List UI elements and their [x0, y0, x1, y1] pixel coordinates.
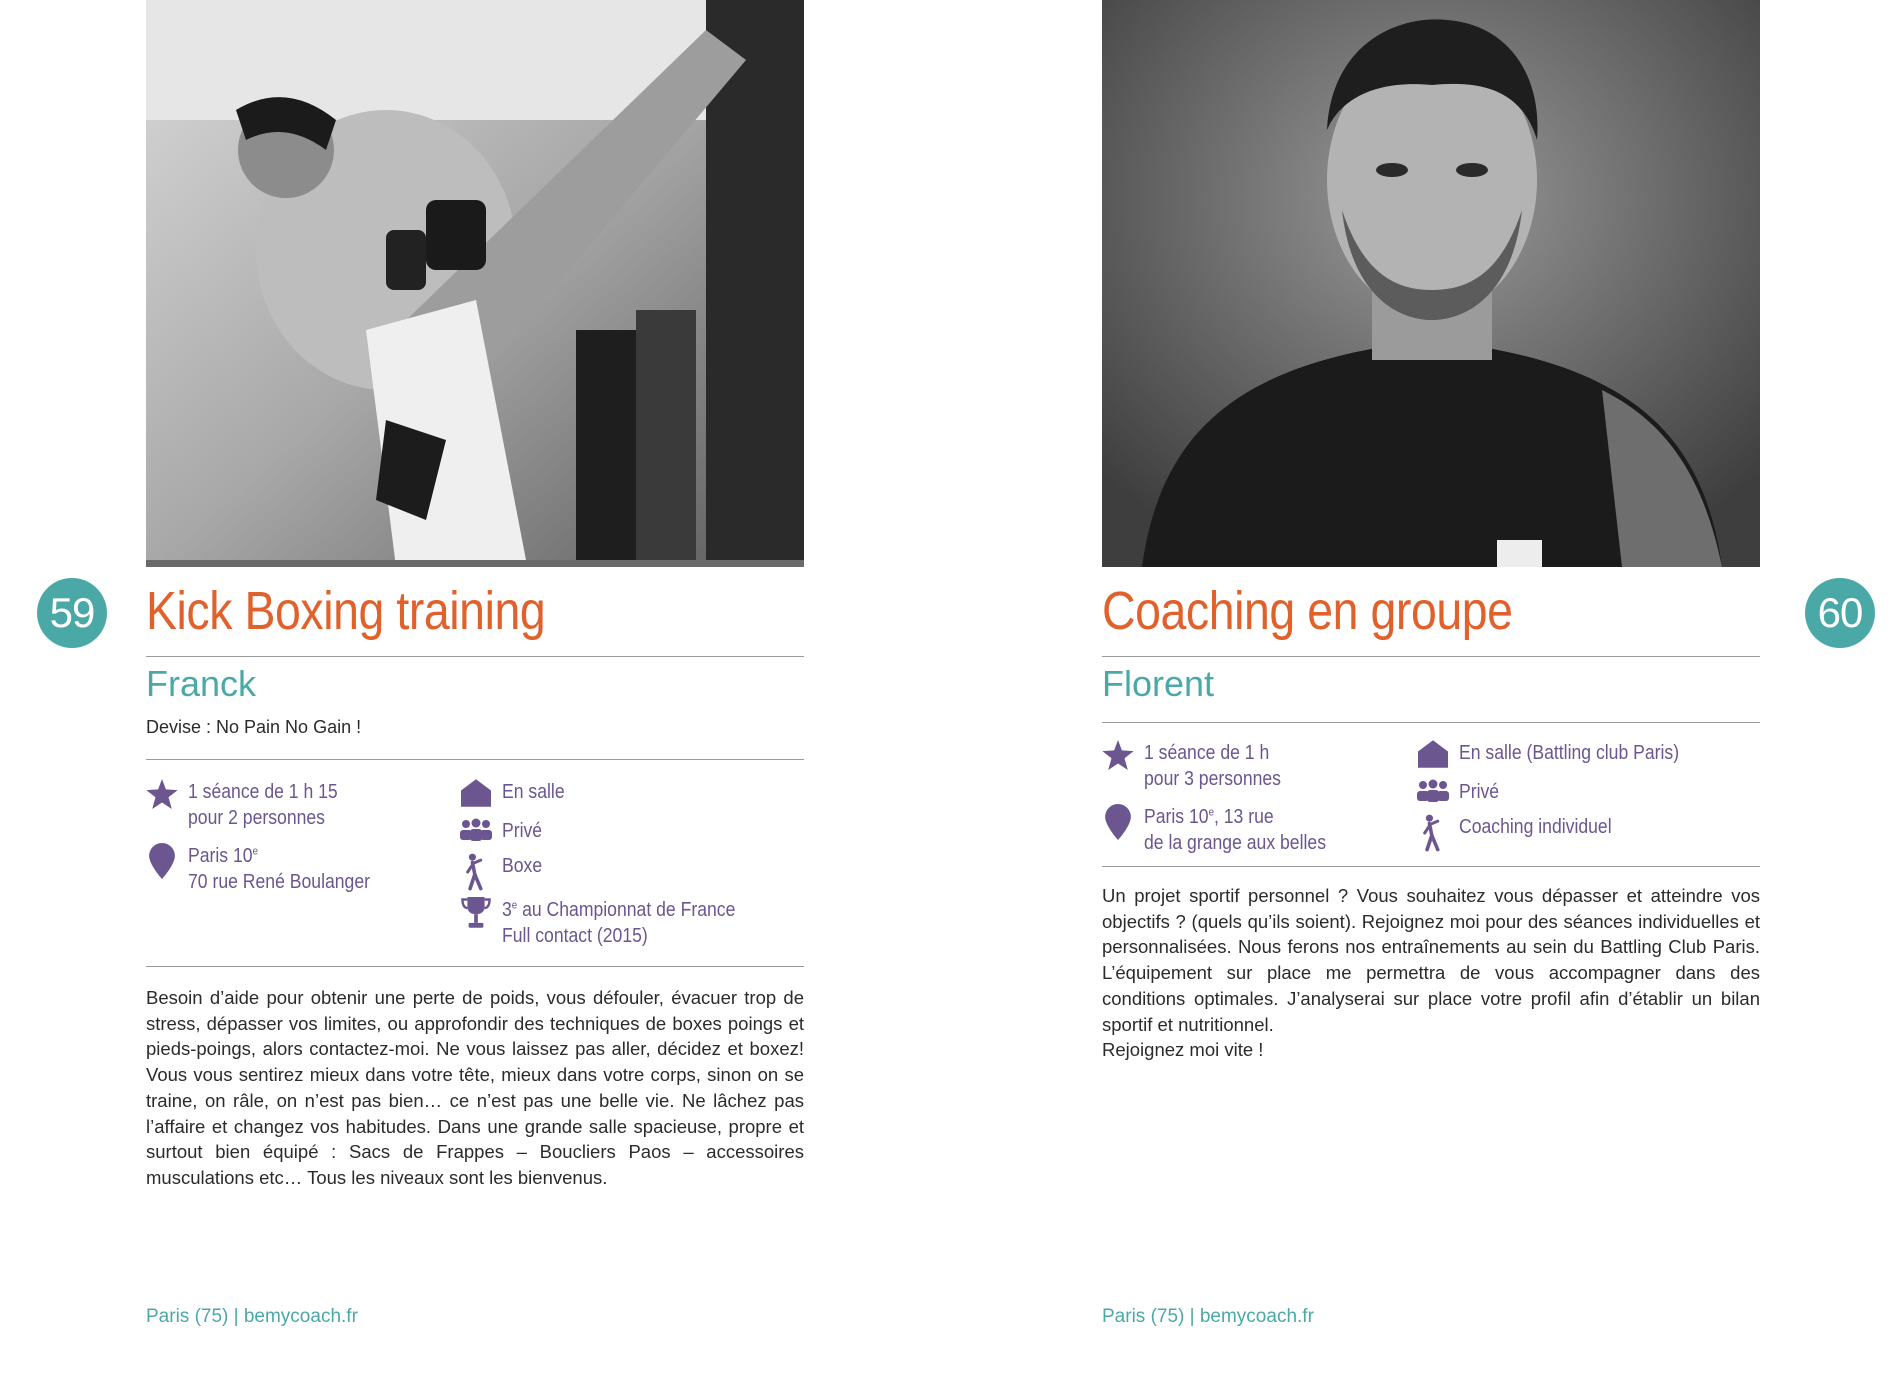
award-info: [458, 897, 767, 949]
discipline-info: [458, 853, 548, 891]
exercise-figure-icon: [458, 853, 494, 891]
location-info: [144, 843, 395, 895]
privacy-info: [458, 818, 548, 844]
location-street: 70 rue René Boulanger: [188, 871, 371, 893]
session-duration: 1 séance de 1 h: [1144, 742, 1270, 764]
venue-info: [1415, 740, 1709, 768]
award-detail: Full contact (2015): [502, 925, 648, 947]
coach-portrait-photo: [1102, 0, 1760, 567]
coach-name: Florent: [1102, 663, 1215, 704]
location-info: [1100, 804, 1351, 856]
session-info: [1100, 740, 1300, 792]
award-title: au Championnat de France: [517, 899, 736, 921]
venue-text: En salle: [502, 781, 565, 803]
title-divider: [146, 656, 804, 657]
location-city: Paris 10: [1144, 806, 1209, 828]
title-divider: [1102, 656, 1760, 657]
coach-name: Franck: [146, 663, 257, 704]
house-icon: [458, 779, 494, 807]
kick-boxing-photo: [146, 0, 804, 567]
page-number: 60: [1805, 578, 1875, 648]
session-people: pour 2 personnes: [188, 807, 325, 829]
award-rank: 3: [502, 899, 512, 921]
privacy-text: Privé: [502, 820, 543, 842]
location-street: de la grange aux belles: [1144, 832, 1327, 854]
house-icon: [1415, 740, 1451, 768]
star-icon: [1100, 740, 1136, 770]
location-superscript: e: [1208, 806, 1214, 819]
coach-motto: Devise : No Pain No Gain !: [146, 717, 362, 737]
trophy-icon: [458, 897, 494, 929]
description-text: Un projet sportif personnel ? Vous souhaitez vous dépasser et atteindre vos objectifs ? (quels qu’ils soient). Rejoignez moi pour des séances individuelles et personnalisées. Nous ferons nos entraînements au sein du Battling Club Paris. L’équipement sur place me permettra de vous accompagner dans des conditions optimales. J’analyserai sur place votre profil afin d’établir un bilan sportif et nutritionnel.: [1102, 885, 1760, 1035]
page-footer: Paris (75) | bemycoach.fr: [1102, 1306, 1314, 1327]
right-page: [945, 0, 1890, 1380]
description-paragraph: Besoin d’aide pour obtenir une perte de poids, vous défouler, évacuer trop de stress, dépasser vos limites, ou approfondir des techniques de boxes poings et pieds-poings, alors contactez-moi. Ne vous laissez pas aller, décidez et boxez! Vous vous sentirez mieux dans votre tête, mieux dans votre corps, sinon on se traine, on râle, on n’est pas bien… ce n’est pas une belle vie. Ne lâchez pas l’affaire et changez vos habitudes. Dans une grande salle spacieuse, propre et surtout bien équipé : Sacs de Frappes – Boucliers Paos – accessoires musculations etc… Tous les niveaux sont les bienvenus.: [146, 987, 804, 1188]
group-icon: [1415, 779, 1451, 803]
location-pin-icon: [1100, 804, 1136, 840]
discipline-text: Coaching individuel: [1459, 816, 1612, 838]
group-icon: [458, 818, 494, 842]
motto-divider: [146, 759, 804, 760]
page-title: Kick Boxing training: [146, 581, 546, 641]
star-icon: [144, 779, 180, 809]
location-superscript: e: [252, 845, 258, 858]
page-number: 59: [37, 578, 107, 648]
exercise-figure-icon: [1415, 814, 1451, 852]
discipline-text: Boxe: [502, 855, 543, 877]
session-duration: 1 séance de 1 h 15: [188, 781, 338, 803]
page-footer: Paris (75) | bemycoach.fr: [146, 1306, 358, 1327]
session-info: [144, 779, 358, 831]
session-people: pour 3 personnes: [1144, 768, 1281, 790]
privacy-text: Privé: [1459, 781, 1500, 803]
name-divider: [1102, 722, 1760, 723]
location-street-number: , 13 rue: [1213, 806, 1274, 828]
privacy-info: [1415, 779, 1505, 805]
venue-info: [458, 779, 573, 807]
award-superscript: e: [511, 899, 518, 912]
description-paragraph: [1102, 883, 1760, 1063]
discipline-info: [1415, 814, 1632, 852]
page-title: Coaching en groupe: [1102, 581, 1513, 641]
info-divider: [146, 966, 804, 967]
description-closing: Rejoignez moi vite !: [1102, 1039, 1264, 1061]
info-divider: [1102, 866, 1760, 867]
location-pin-icon: [144, 843, 180, 879]
venue-text: En salle (Battling club Paris): [1459, 742, 1680, 764]
location-city: Paris 10: [188, 845, 253, 867]
